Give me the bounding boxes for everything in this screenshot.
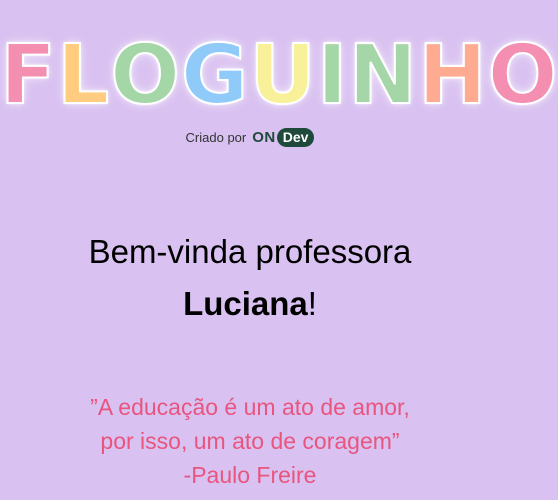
logo-letter: L bbox=[57, 28, 111, 123]
logo-letter: G bbox=[181, 28, 250, 123]
logo-letter: H bbox=[418, 28, 488, 123]
ondev-dev: Dev bbox=[277, 128, 315, 147]
logo-letter: O bbox=[487, 28, 558, 123]
quote bbox=[0, 390, 500, 492]
ondev-on: ON bbox=[252, 129, 276, 146]
quote-line-1: ”A educação é um ato de amor, bbox=[90, 394, 410, 420]
byline-prefix: Criado por bbox=[185, 130, 247, 145]
welcome-name-line bbox=[0, 278, 500, 330]
quote-line-2: por isso, um ato de coragem” bbox=[100, 428, 400, 454]
teacher-name: Luciana bbox=[183, 285, 308, 322]
welcome-punctuation: ! bbox=[307, 285, 317, 322]
logo-letter: I bbox=[316, 28, 349, 123]
logo-letter: F bbox=[0, 28, 58, 123]
logo-letter: O bbox=[110, 28, 181, 123]
quote-author: -Paulo Freire bbox=[183, 462, 317, 488]
byline bbox=[0, 128, 500, 147]
logo bbox=[0, 28, 558, 124]
logo-letter: U bbox=[249, 28, 317, 123]
ondev-logo bbox=[252, 128, 314, 147]
welcome-greeting: Bem-vinda professora bbox=[88, 233, 412, 270]
welcome-message bbox=[0, 226, 500, 330]
logo-letter: N bbox=[348, 28, 419, 123]
